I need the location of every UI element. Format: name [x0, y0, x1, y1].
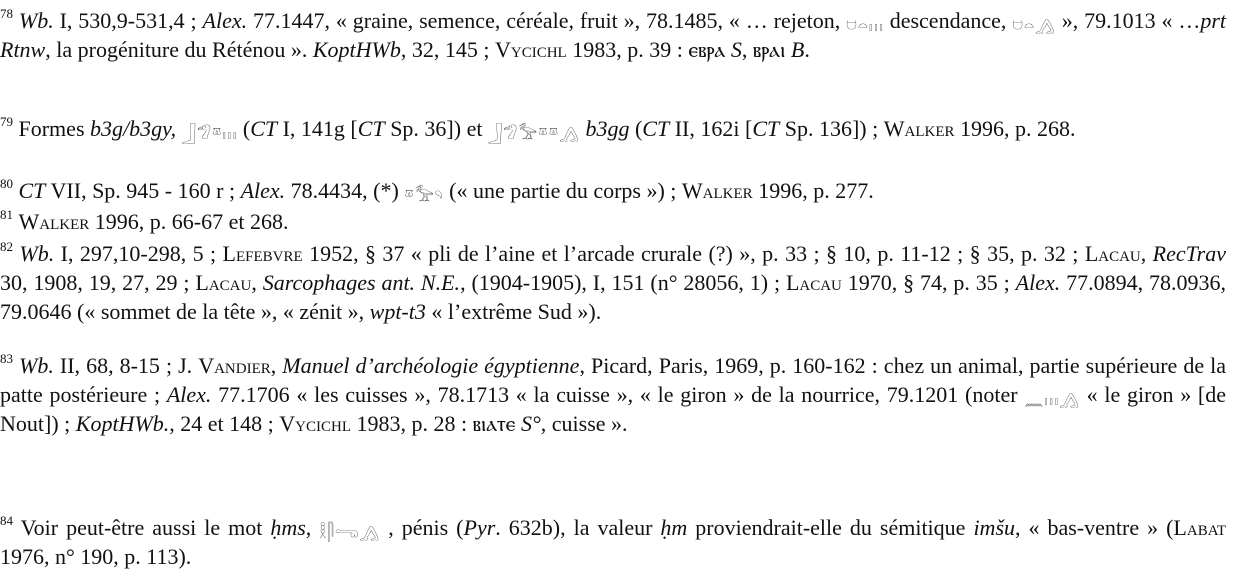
- abbrev: Pyr: [463, 515, 496, 540]
- text: descendance,: [883, 8, 1013, 33]
- footnote-82: [0, 239, 1226, 326]
- text: Formes: [13, 116, 90, 141]
- abbrev: CT: [642, 116, 670, 141]
- text: 1996, p. 277.: [752, 178, 874, 203]
- hieroglyph-icon: 𓎛𓋴𓂸𓂻: [319, 523, 381, 542]
- text: 1996, p. 66-67 et 268.: [89, 209, 289, 234]
- abbrev: Alex.: [240, 178, 286, 203]
- text: 77.1706 « les cuisses », 78.1713 « la cuisse », « le giron » de la nourrice, 79.1201 (noter: [211, 382, 1025, 407]
- hieroglyph-icon: 𓈟𓏏𓂻: [1012, 16, 1056, 35]
- translit: wpt-t3: [369, 299, 426, 324]
- text: ,: [270, 353, 283, 378]
- hieroglyph-icon: 𓈟𓏏𓏥: [846, 16, 884, 35]
- text: 77.1447, « graine, semence, céréale, fruit », 78.1485, « … rejeton,: [247, 8, 847, 33]
- abbrev: Wb.: [19, 353, 54, 378]
- footnote-number: 80: [0, 175, 13, 191]
- author: Vandier: [198, 353, 271, 378]
- footnote-78: [0, 6, 1226, 64]
- translit: imšu: [973, 515, 1015, 540]
- author: Lacau: [785, 270, 842, 295]
- text: (: [629, 116, 643, 141]
- text: . 632b), la valeur: [495, 515, 661, 540]
- abbrev: CT: [18, 178, 46, 203]
- abbrev: Alex.: [166, 382, 212, 407]
- text: I, 141g [: [277, 116, 358, 141]
- text: 1983, p. 39 :: [566, 37, 689, 62]
- text: II, 162i [: [669, 116, 753, 141]
- footnote-81: [0, 207, 1226, 236]
- text: 1952, § 37 « pli de l’aine et l’arcade crurale (?) », p. 33 ; § 10, p. 11-12 ; § 35, p. 32 ;: [302, 241, 1085, 266]
- author: Walker: [883, 116, 955, 141]
- translit: b3gg: [585, 116, 630, 141]
- text: , 32, 145 ;: [400, 37, 495, 62]
- text: , 24 et 148 ;: [169, 411, 280, 436]
- abbrev: Wb.: [18, 8, 54, 33]
- abbrev: CT: [357, 116, 385, 141]
- text: Voir peut-être aussi le mot: [13, 515, 271, 540]
- text: 78.4434, (*): [285, 178, 405, 203]
- text: , la progéniture du Réténou ».: [45, 37, 313, 62]
- text: VII, Sp. 945 - 160 r ;: [45, 178, 241, 203]
- work-title: Manuel d’archéologie égyptienne: [282, 353, 580, 378]
- text: ,: [1140, 241, 1153, 266]
- dialect: S°: [520, 411, 541, 436]
- dialect: S: [730, 37, 742, 62]
- text: », 79.1013 « …: [1055, 8, 1201, 33]
- text: .: [804, 37, 810, 62]
- hieroglyph-icon: 𓈖𓏥𓂻: [1024, 390, 1080, 409]
- footnote-number: 81: [0, 206, 13, 222]
- text: ,: [741, 37, 753, 62]
- text: , pénis (: [380, 515, 464, 540]
- hieroglyph-icon: 𓃀𓅿𓅡𓎼𓎼𓂻: [487, 124, 580, 143]
- text: 77.0894, 78.0936, 79.0646 (« sommet de la tête », « zénit »,: [0, 270, 1227, 324]
- journal: RecTrav: [1152, 241, 1226, 266]
- text: 1976, n° 190, p. 113).: [0, 544, 192, 569]
- author: Walker: [18, 209, 90, 234]
- work-title: Sarcophages ant. N.E.: [262, 270, 461, 295]
- footnote-number: 79: [0, 113, 13, 129]
- author: Lacau: [195, 270, 252, 295]
- author: Lefebvre: [222, 241, 303, 266]
- text: II, 68, 8-15 ; J.: [53, 353, 199, 378]
- text: 1996, p. 268.: [954, 116, 1076, 141]
- footnote-number: 84: [0, 512, 13, 528]
- author: Vycichl: [279, 411, 351, 436]
- text: I, 297,10-298, 5 ;: [54, 241, 223, 266]
- footnote-number: 78: [0, 5, 13, 21]
- text: (« une partie du corps ») ;: [443, 178, 682, 203]
- text: « le giron » [de Nout]) ;: [0, 382, 1227, 436]
- text: « l’extrême Sud »).: [425, 299, 602, 324]
- translit: ḥm: [660, 515, 688, 540]
- text: ,: [305, 515, 320, 540]
- translit: b3g/b3gy,: [90, 116, 177, 141]
- coptic: ⲃⲣⲁⲓ: [752, 37, 786, 62]
- abbrev: Wb.: [19, 241, 55, 266]
- footnote-number: 82: [0, 238, 13, 254]
- footnote-84: [0, 513, 1226, 571]
- abbrev: KoptHWb: [312, 37, 401, 62]
- translit: prt Rtnw: [0, 8, 1227, 62]
- text: Sp. 36]) et: [384, 116, 488, 141]
- abbrev: Alex.: [1015, 270, 1061, 295]
- dialect: B: [790, 37, 805, 62]
- hieroglyph-icon: 𓎼𓅡𓄹: [404, 186, 444, 205]
- translit: ḥms: [270, 515, 306, 540]
- footnote-79: [0, 114, 1226, 143]
- text: , « bas-ventre » (: [1015, 515, 1174, 540]
- text: 1970, § 74, p. 35 ;: [841, 270, 1016, 295]
- text: Sp. 136]) ;: [779, 116, 884, 141]
- hieroglyph-icon: 𓃀𓅿𓎼𓏥: [181, 124, 238, 143]
- coptic: ⲃⲓⲁⲧⲉ: [472, 411, 516, 436]
- text: 1983, p. 28 :: [351, 411, 473, 436]
- text: proviendrait-elle du sémitique: [687, 515, 974, 540]
- text: 30, 1908, 19, 27, 29 ;: [0, 270, 196, 295]
- text: ,: [251, 270, 263, 295]
- text: , cuisse ».: [540, 411, 628, 436]
- author: Vycichl: [494, 37, 567, 62]
- abbrev: CT: [250, 116, 278, 141]
- abbrev: KoptHWb.: [75, 411, 170, 436]
- author: Walker: [681, 178, 753, 203]
- abbrev: CT: [752, 116, 780, 141]
- text: I, 530,9-531,4 ;: [53, 8, 203, 33]
- coptic: ⲉⲃⲣⲁ: [688, 37, 726, 62]
- footnote-80: [0, 176, 1226, 205]
- text: , Picard, Paris, 1969, p. 160-162 : chez un animal, partie supérieure de la patte postérieure ;: [0, 353, 1226, 407]
- author: Lacau: [1084, 241, 1141, 266]
- abbrev: Alex.: [202, 8, 248, 33]
- text: , (1904-1905), I, 151 (n° 28056, 1) ;: [460, 270, 786, 295]
- text: (: [237, 116, 251, 141]
- footnote-number: 83: [0, 350, 13, 366]
- footnote-83: [0, 351, 1226, 438]
- author: Labat: [1173, 515, 1227, 540]
